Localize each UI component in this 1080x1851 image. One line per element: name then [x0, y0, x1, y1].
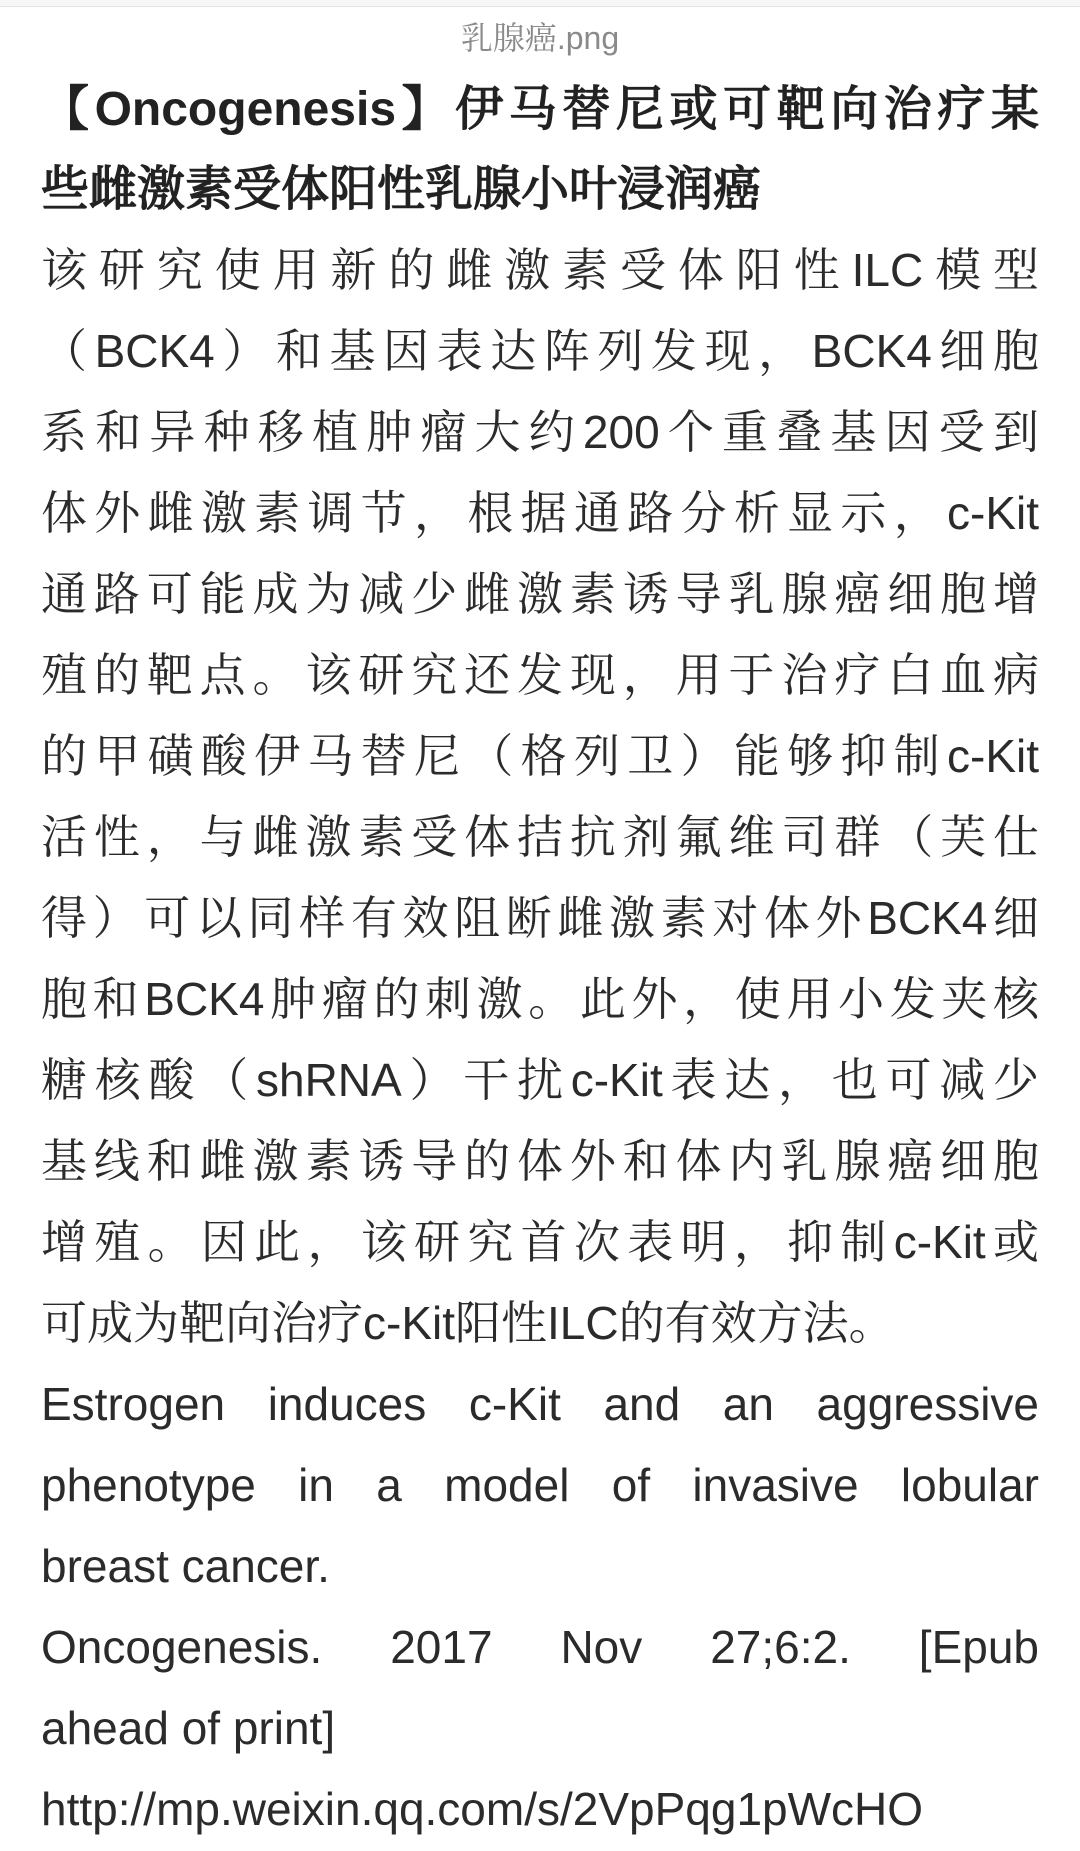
body-line: 该研究使用新的雌激素受体阳性ILC模型 — [41, 244, 1039, 296]
citation-line: ahead of print] — [41, 1702, 336, 1754]
article — [41, 70, 1039, 1850]
paper-title — [41, 1364, 1039, 1607]
body-line: 通路可能成为减少雌激素诱导乳腺癌细胞增 — [41, 568, 1039, 620]
body-line: 胞和BCK4肿瘤的刺激。此外，使用小发夹核 — [41, 973, 1039, 1025]
paper-title-line: phenotype in a model of invasive lobular — [41, 1459, 1039, 1511]
body-line: 系和异种移植肿瘤大约200个重叠基因受到 — [41, 406, 1039, 458]
body-line: （BCK4）和基因表达阵列发现，BCK4细胞 — [41, 325, 1039, 377]
citation — [41, 1607, 1039, 1769]
body-line: 基线和雌激素诱导的体外和体内乳腺癌细胞 — [41, 1135, 1039, 1187]
paper-title-line: breast cancer. — [41, 1540, 330, 1592]
top-divider — [0, 0, 1080, 7]
body-line: 得）可以同样有效阻断雌激素对体外BCK4细 — [41, 892, 1039, 944]
paper-title-line: Estrogen induces c-Kit and an aggressive — [41, 1378, 1039, 1430]
body-line: 殖的靶点。该研究还发现，用于治疗白血病 — [41, 649, 1039, 701]
image-filename: 乳腺癌.png — [460, 20, 620, 56]
body-line: 活性，与雌激素受体拮抗剂氟维司群（芙仕 — [41, 811, 1039, 863]
body-line: 糖核酸（shRNA）干扰c-Kit表达，也可减少 — [41, 1054, 1039, 1106]
body-line: 增殖。因此，该研究首次表明，抑制c-Kit或 — [41, 1216, 1039, 1268]
article-title — [41, 70, 1039, 230]
body-line: 体外雌激素调节，根据通路分析显示，c-Kit — [41, 487, 1039, 539]
title-line: 些雌激素受体阳性乳腺小叶浸润癌 — [41, 163, 762, 216]
citation-line: Oncogenesis. 2017 Nov 27;6:2. [Epub — [41, 1621, 1039, 1673]
article-summary — [41, 230, 1039, 1364]
body-line: 的甲磺酸伊马替尼（格列卫）能够抑制c-Kit — [41, 730, 1039, 782]
source-link[interactable]: http://mp.weixin.qq.com/s/2VpPqg1pWcHO — [41, 1783, 924, 1835]
body-line: 可成为靶向治疗c-Kit阳性ILC的有效方法。 — [41, 1297, 895, 1349]
title-line: 【Oncogenesis】伊马替尼或可靶向治疗某 — [41, 83, 1039, 136]
